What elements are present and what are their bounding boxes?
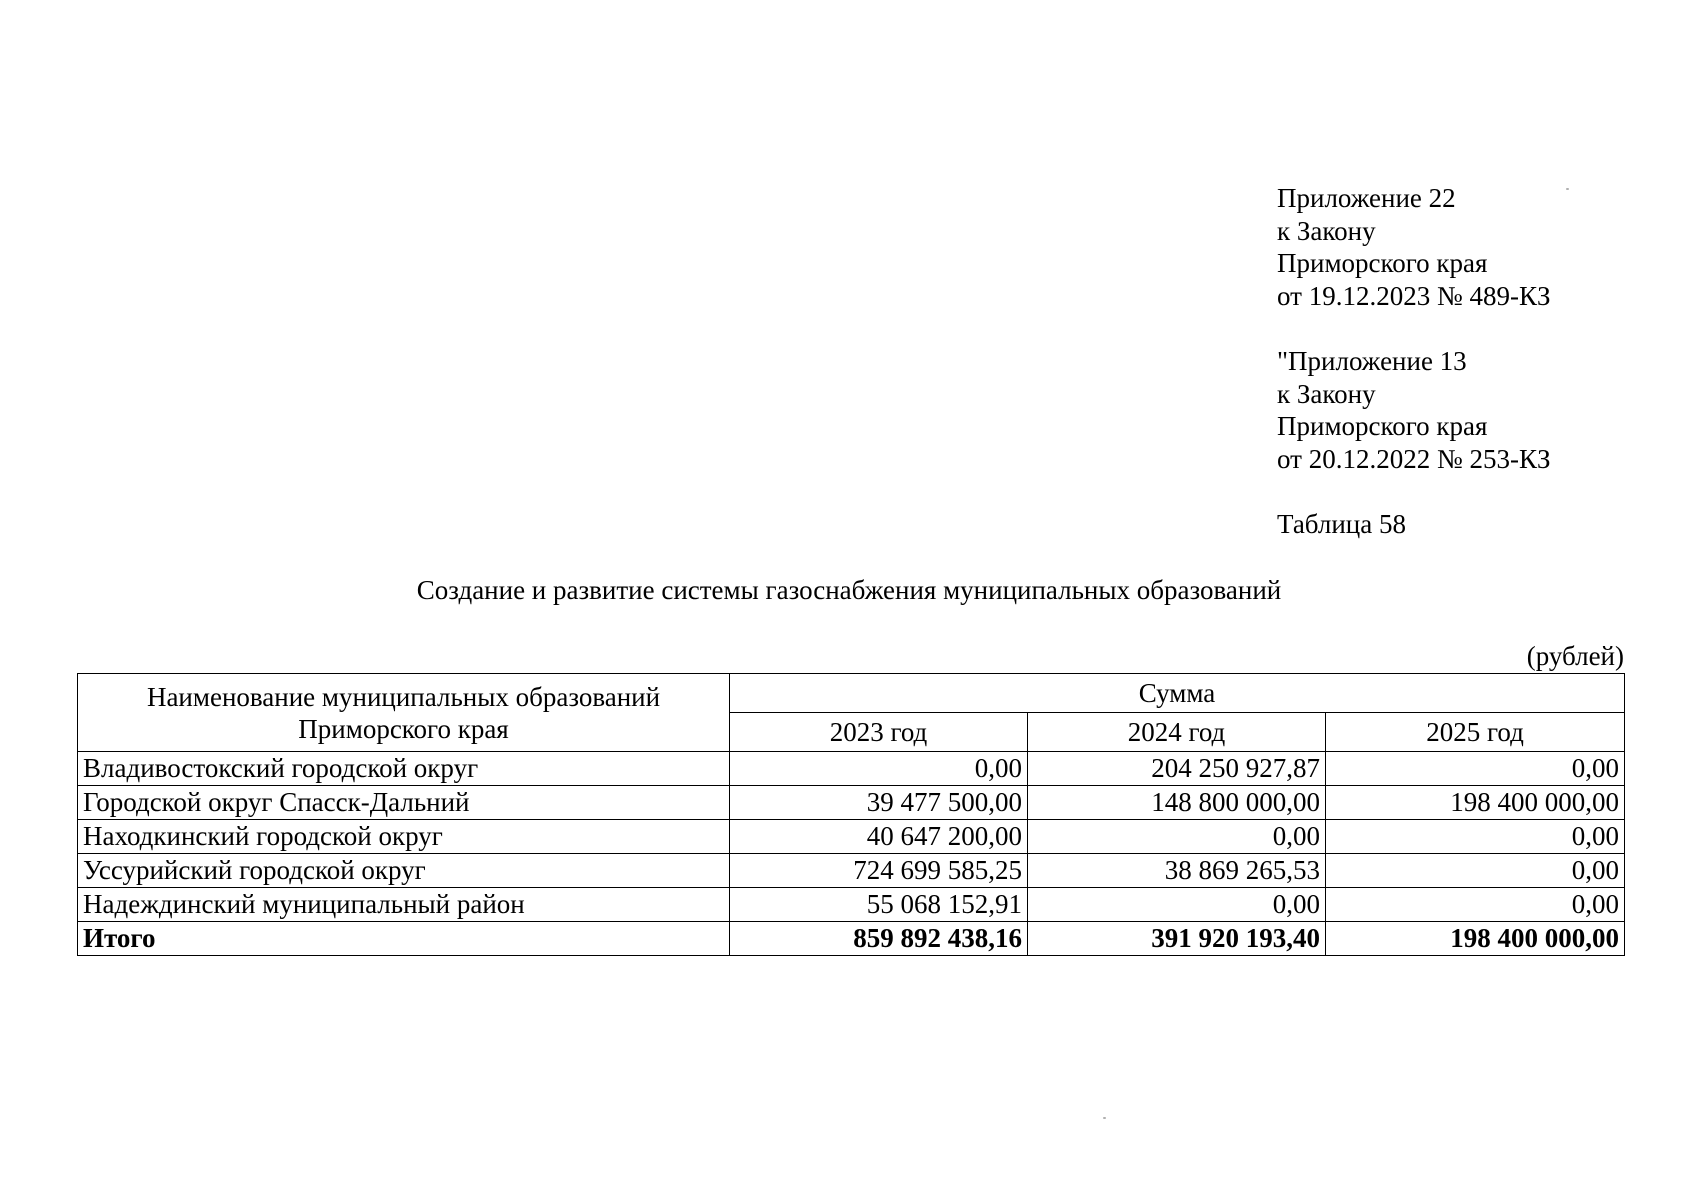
appendix-line: от 20.12.2022 № 253-КЗ — [1277, 443, 1551, 474]
appendix-line: Приморского края — [1277, 411, 1488, 441]
amount-2024: 0,00 — [1028, 888, 1326, 922]
municipality-name: Городской округ Спасск-Дальний — [78, 786, 730, 820]
municipality-name: Находкинский городской округ — [78, 820, 730, 854]
appendix-line: Приложение 22 — [1277, 183, 1456, 213]
amount-2024: 204 250 927,87 — [1028, 752, 1326, 786]
total-2023: 859 892 438,16 — [730, 922, 1028, 956]
appendix-line: к Закону — [1277, 215, 1376, 246]
amount-2025: 0,00 — [1326, 888, 1625, 922]
amount-2025: 0,00 — [1326, 752, 1625, 786]
amount-2024: 0,00 — [1028, 820, 1326, 854]
amount-2025: 198 400 000,00 — [1326, 786, 1625, 820]
appendix-line: "Приложение 13 — [1277, 346, 1467, 376]
total-2025: 198 400 000,00 — [1326, 922, 1625, 956]
amount-2025: 0,00 — [1326, 854, 1625, 888]
column-header-year: 2023 год — [730, 713, 1028, 752]
amount-2023: 55 068 152,91 — [730, 888, 1028, 922]
scan-speck — [1566, 188, 1569, 190]
table-total-row — [78, 922, 1625, 956]
municipality-name: Уссурийский городской округ — [78, 854, 730, 888]
total-label: Итого — [78, 922, 730, 956]
table-row — [78, 854, 1625, 888]
amount-2023: 40 647 200,00 — [730, 820, 1028, 854]
municipality-name: Надеждинский муниципальный район — [78, 888, 730, 922]
table-row — [78, 752, 1625, 786]
amount-2024: 148 800 000,00 — [1028, 786, 1326, 820]
table-row — [78, 786, 1625, 820]
units-label: (рублей) — [1526, 641, 1624, 671]
amount-2023: 0,00 — [730, 752, 1028, 786]
document-title: Создание и развитие системы газоснабжения муниципальных образований — [416, 575, 1282, 605]
appendix-header-amended-law — [1277, 345, 1550, 475]
amount-2024: 38 869 265,53 — [1028, 854, 1326, 888]
appendix-line: к Закону — [1277, 378, 1376, 409]
scan-speck — [1103, 1117, 1106, 1119]
municipality-name: Владивостокский городской округ — [78, 752, 730, 786]
table-number: Таблица 58 — [1277, 509, 1406, 539]
table-header-row — [78, 674, 1625, 713]
table-row — [78, 820, 1625, 854]
table-row — [78, 888, 1625, 922]
total-2024: 391 920 193,40 — [1028, 922, 1326, 956]
appendix-line: Приморского края — [1277, 248, 1488, 278]
funding-table — [77, 673, 1625, 956]
appendix-header-current-law — [1277, 182, 1550, 312]
amount-2023: 724 699 585,25 — [730, 854, 1028, 888]
amount-2023: 39 477 500,00 — [730, 786, 1028, 820]
column-header-name: Наименование муниципальных образований Приморского края — [78, 674, 730, 752]
amount-2025: 0,00 — [1326, 820, 1625, 854]
appendix-line: от 19.12.2023 № 489-КЗ — [1277, 280, 1551, 311]
column-header-year: 2024 год — [1028, 713, 1326, 752]
column-header-sum: Сумма — [730, 674, 1625, 713]
column-header-year: 2025 год — [1326, 713, 1625, 752]
